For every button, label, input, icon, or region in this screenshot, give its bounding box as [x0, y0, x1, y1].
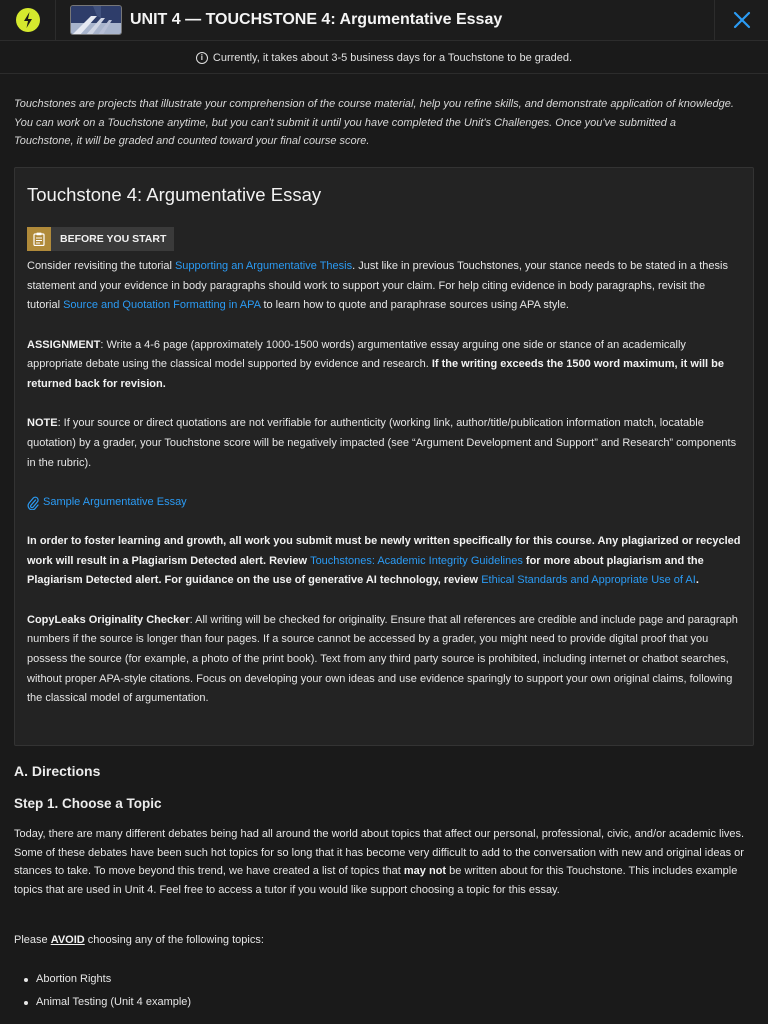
copyleaks-paragraph: CopyLeaks Originality Checker: All writing will be checked for originality. Ensure that all references are credible and include page and paragraph numbers if the source is longer than four pages. If a source cannot be accessed by a grader, you might need to provide digital proof that you possess the source (for example, a photo of the print book). Text from any third party source is prohibited, including internet or chatbot searches, without proper APA-style citations. Focus on developing your own ideas and use evidence sparingly to support your own original claims, following the classical model of argumentation. [27, 613, 738, 705]
list-item: Abortion Rights [22, 968, 191, 991]
top-bar [0, 0, 768, 41]
before-you-start-badge [27, 227, 174, 251]
assignment-paragraph: ASSIGNMENT: Write a 4-6 page (approximately 1000-1500 words) argumentative essay arguing one side or stance of an academically appropriate debate using the classical model supported by evidence and research. If the writing exceeds the 1500 word maximum, it will be returned back for revision. [27, 338, 725, 391]
link-ethical-ai[interactable]: Ethical Standards and Appropriate Use of AI [481, 574, 696, 587]
avoid-topics-prompt: Please AVOID choosing any of the following topics: [14, 934, 264, 946]
grading-notice-text: Currently, it takes about 3-5 business days for a Touchstone to be graded. [212, 51, 573, 64]
touchstone-intro: Touchstones are projects that illustrate your comprehension of the course material, help you refine skills, and demonstrate application of knowledge. You can work on a Touchstone anytime, but you can't submit it until you have completed the Unit's Challenges. Once you've submitted a Touchstone, it will be graded and counted toward your final course score. [14, 98, 734, 148]
info-icon: i [196, 52, 208, 64]
paperclip-icon [27, 496, 39, 510]
before-you-start-label: BEFORE YOU START [60, 233, 167, 245]
directions-heading: A. Directions [14, 763, 101, 779]
page-title: UNIT 4 — TOUCHSTONE 4: Argumentative Essay [130, 11, 503, 28]
avoid-topics-list [22, 968, 191, 1014]
link-apa-formatting[interactable]: Source and Quotation Formatting in APA [63, 299, 261, 312]
close-button[interactable] [714, 0, 768, 41]
touchstone-card [14, 167, 754, 746]
grading-notice [0, 42, 768, 74]
sophia-logo-icon[interactable] [0, 0, 56, 41]
before-start-paragraph: Consider revisiting the tutorial Supporting an Argumentative Thesis. Just like in previous Touchstones, your stance needs to be stated in a thesis statement and your evidence in body paragraphs should work to support your claim. For help citing evidence in body paragraphs, revisit the tutorial Source and Quotation Formatting in APA to learn how to quote and paraphrase sources using APA style. [27, 260, 728, 312]
list-item: Animal Testing (Unit 4 example) [22, 991, 191, 1014]
link-supporting-thesis[interactable]: Supporting an Argumentative Thesis [174, 260, 353, 272]
step1-heading: Step 1. Choose a Topic [14, 796, 162, 811]
link-academic-integrity[interactable]: Touchstones: Academic Integrity Guidelines [310, 554, 523, 567]
sample-essay-link[interactable] [27, 493, 741, 513]
integrity-paragraph: In order to foster learning and growth, all work you submit must be newly written specifically for this course. Any plagiarized or recycled work will result in a Plagiarism Detected alert. Review Touchstones: Academic Integrity Guidelines for more about plagiarism and the Plagiarism Detected alert. For guidance on the use of generative AI technology, review Ethical Standards and Appropriate Use of AI. [27, 535, 741, 587]
clipboard-icon [27, 227, 51, 251]
unit-thumbnail-image [70, 5, 122, 35]
sample-essay-label[interactable]: Sample Argumentative Essay [43, 495, 187, 508]
step1-paragraph: Today, there are many different debates being had all around the world about topics that affect our personal, professional, civic, and/or academic lives. Some of these debates have been such hot topics for so long that it has become very difficult to add to the conversation with new and original ideas or stances to take. To move beyond this trend, we have created a list of topics that may not be written about for this Touchstone. This includes example topics that are used in Unit 4. Feel free to access a tutor if you would like support choosing a topic for this essay. [14, 828, 745, 896]
note-paragraph: NOTE: If your source or direct quotations are not verifiable for authenticity (working link, author/title/publication information match, locatable quotation) by a grader, your Touchstone score will be negatively impacted (see “Argument Development and Support” and Research” components in the rubric). [27, 417, 737, 469]
close-icon [733, 11, 751, 29]
card-title: Touchstone 4: Argumentative Essay [27, 184, 322, 205]
